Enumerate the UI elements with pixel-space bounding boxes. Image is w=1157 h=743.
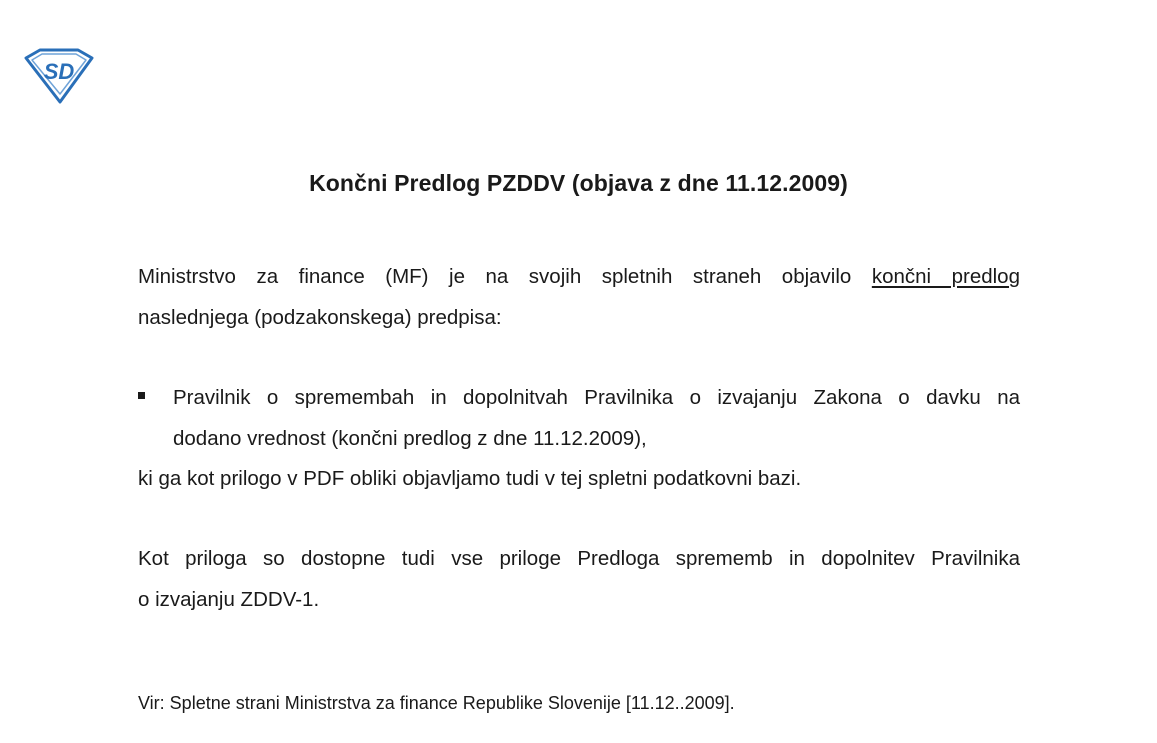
bullet-line-2: dodano vrednost (končni predlog z dne 11.12.2009), <box>173 427 647 450</box>
page-title: Končni Predlog PZDDV (objava z dne 11.12.2009) <box>309 170 848 196</box>
bullet-list-item <box>138 377 1020 459</box>
square-bullet-icon <box>138 392 145 399</box>
bullet-line-1: Pravilnik o spremembah in dopolnitvah Pravilnika o izvajanju Zakona o davku na <box>173 386 1020 409</box>
sd-shield-logo-icon <box>22 48 96 104</box>
intro-line-1 <box>138 256 1020 297</box>
intro-line-2: naslednjega (podzakonskega) predpisa: <box>138 306 502 329</box>
koncni-predlog-link[interactable]: končni predlog <box>871 265 1020 288</box>
after-bullet-paragraph <box>138 458 1020 499</box>
attachments-line-2: o izvajanju ZDDV-1. <box>138 588 320 611</box>
after-bullet-line: ki ga kot prilogo v PDF obliki objavljamo tudi v tej spletni podatkovni bazi. <box>138 467 802 490</box>
attachments-line-1: Kot priloga so dostopne tudi vse priloge Predloga sprememb in dopolnitev Pravilnika <box>138 547 1020 570</box>
intro-paragraph <box>138 256 1020 338</box>
attachments-paragraph <box>138 538 1020 620</box>
logo-text: SD <box>43 59 75 84</box>
intro-line-1-text: Ministrstvo za finance (MF) je na svojih spletnih straneh objavilo <box>138 265 872 288</box>
source-note: Vir: Spletne strani Ministrstva za finance Republike Slovenije [11.12..2009]. <box>138 693 735 713</box>
bullet-text <box>173 377 1020 459</box>
